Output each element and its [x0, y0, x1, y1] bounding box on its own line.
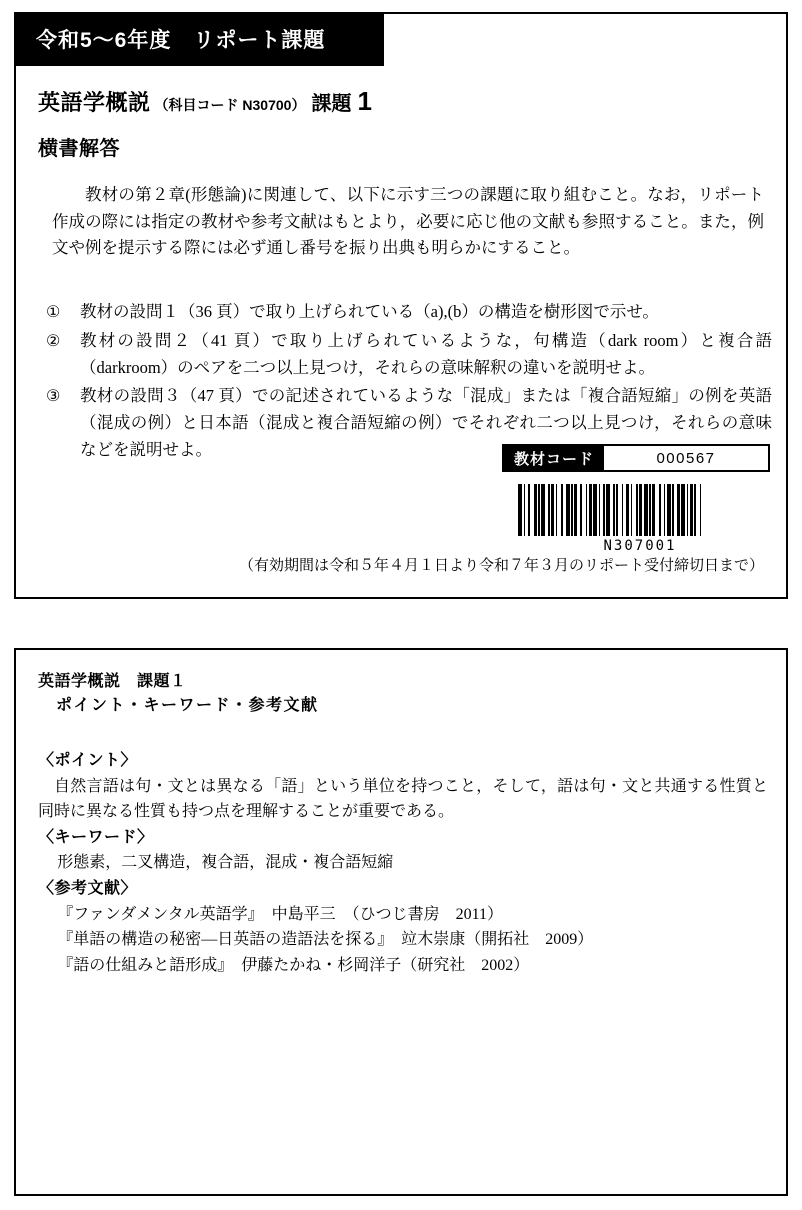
points-keywords-card	[14, 648, 788, 1196]
assignment-number: 1	[357, 86, 372, 116]
list-item	[46, 328, 772, 381]
list-item-number: ②	[46, 332, 61, 350]
keyword-section-heading: 〈キーワード〉	[38, 828, 154, 846]
list-item	[46, 299, 772, 326]
bottom-card-body	[38, 748, 768, 978]
keyword-section-text: 形態素，二叉構造，複合語，混成・複合語短縮	[57, 854, 394, 872]
assignment-lead-text: 教材の第２章(形態論)に関連して、以下に示す三つの課題に取り組むこと。なお，リポート作成の際には指定の教材や参考文献はもとより，必要に応じ他の文献も参照すること。また，例文や例を提示する際には必ず通し番号を振り出典も明らかにすること。	[52, 185, 764, 258]
bottom-card-title: 英語学概説 課題１	[38, 673, 187, 690]
list-item: 『語の仕組みと語形成』 伊藤たかね・杉岡洋子（研究社 2002）	[57, 956, 530, 974]
reference-section-heading: 〈参考文献〉	[38, 879, 138, 897]
barcode-image	[518, 484, 762, 536]
list-item: 『単語の構造の秘密―日英語の造語法を探る』 竝木崇康（開拓社 2009）	[57, 931, 594, 949]
subject-title-row	[38, 86, 372, 117]
barcode-text: N307001	[603, 538, 677, 554]
point-section-heading: 〈ポイント〉	[38, 752, 138, 769]
report-assignment-card	[14, 12, 788, 599]
material-code-label: 教材コード	[504, 446, 604, 470]
year-header-bar	[14, 12, 384, 66]
assignment-label: 課題	[311, 93, 352, 115]
bottom-card-subtitle: ポイント・キーワード・参考文献	[56, 697, 319, 714]
list-item-number: ③	[46, 388, 61, 406]
list-item-number: ①	[46, 304, 61, 321]
validity-note: （有効期間は令和５年４月１日より令和７年３月のリポート受付締切日まで）	[238, 558, 764, 574]
answer-format-label: 横書解答	[38, 138, 120, 160]
list-item-text: 教材の設問３（47 頁）での記述されているような「混成」または「複合語短縮」の例を英語（混成の例）と日本語（混成と複合語短縮の例）でそれぞれ二つ以上見つけ，それらの意味などを説明せよ。	[80, 386, 772, 459]
list-item: 『ファンダメンタル英語学』 中島平三 （ひつじ書房 2011）	[57, 905, 503, 923]
material-code-box	[502, 444, 770, 472]
year-header-label: 令和5～6年度 リポート課題	[36, 29, 326, 52]
list-item-text: 教材の設問２（41 頁）で取り上げられているような，句構造（dark room）と複合語（darkroom）のペアを二つ以上見つけ，それらの意味解釈の違いを説明せよ。	[80, 330, 772, 377]
point-section-text: 自然言語は句・文とは異なる「語」という単位を持つこと，そして，語は句・文と共通する性質と同時に異なる性質も持つ点を理解することが重要である。	[38, 777, 768, 821]
subject-code: （科目コード N30700）	[154, 97, 306, 113]
assignment-item-list	[46, 299, 772, 466]
subject-title: 英語学概説	[38, 90, 151, 115]
material-code-value: 000567	[656, 449, 716, 467]
list-item-text: 教材の設問１（36 頁）で取り上げられている（a),(b）の構造を樹形図で示せ。	[80, 302, 659, 321]
